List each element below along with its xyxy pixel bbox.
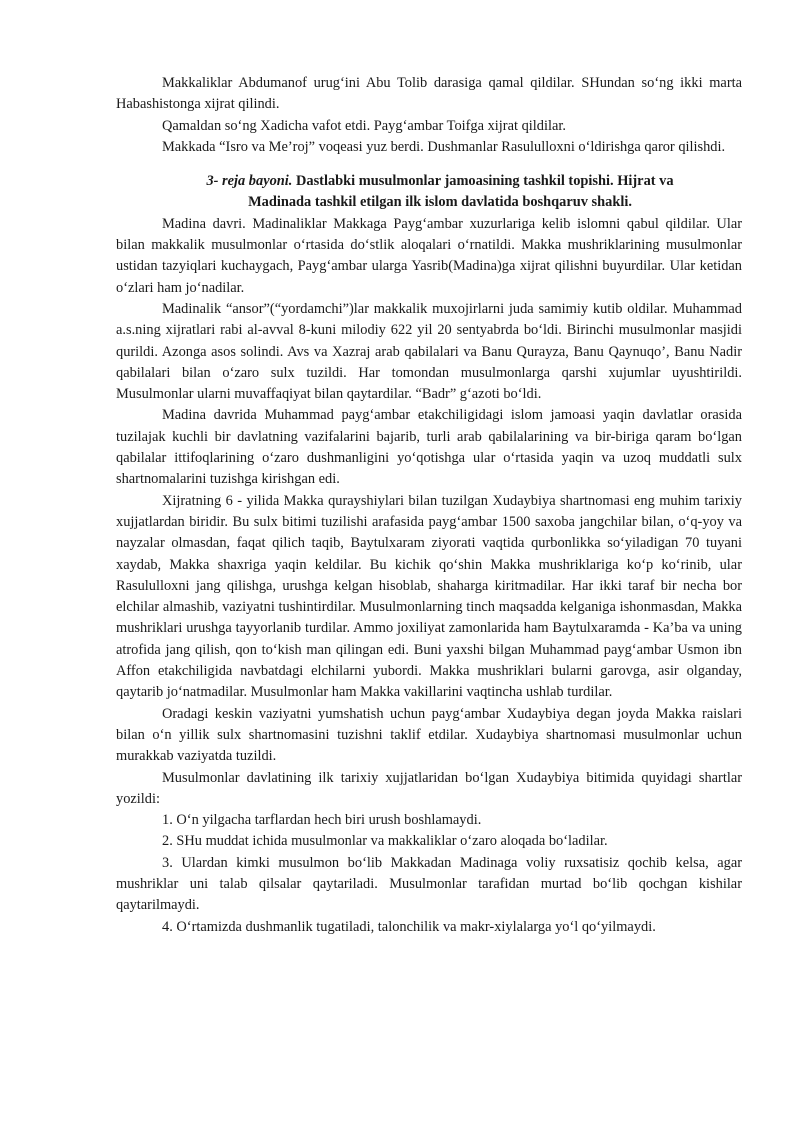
heading-label: 3- reja bayoni. <box>206 173 293 190</box>
body-paragraph: Madina davrida Muhammad payg‘ambar etakchiligidagi islom jamoasi yaqin davlatlar orasida tuzilajak kuchli bir davlatning vazifalarini bajarib, turli arab qabilalarining va bir-biriga qaram bo‘lgan qabilalar ittifoqlarining o‘zaro dushmanligini yo‘qotishga ular o‘rtasida yaqin va uzoq muddatli sulx shartnomalarini tuzishga kirishgan edi. <box>116 407 742 488</box>
body-paragraph: Madina davri. Madinaliklar Makkaga Payg‘ambar xuzurlariga kelib islomni qabul qildilar. Ular bilan makkalik musulmonlar o‘rtasida do‘stlik aloqalari o‘rnatildi. Makka mushriklarining musulmonlar ustidan tazyiqlari kuchaygach, Payg‘ambar ularga Yasrib(Madina)ga xijrat qilishni buyurdilar. Ular ketidan o‘zlari ham jo‘nadilar. <box>116 215 742 296</box>
list-item: 2. SHu muddat ichida musulmonlar va makkaliklar o‘zaro aloqada bo‘ladilar. <box>162 833 608 850</box>
list-item: 4. O‘rtamizda dushmanlik tugatiladi, talonchilik va makr-xiylalarga yo‘l qo‘yilmaydi. <box>162 918 656 935</box>
intro-paragraph: Makkada “Isro va Me’roj” voqeasi yuz berdi. Dushmanlar Rasululloxni o‘ldirishga qaror qilishdi. <box>162 138 726 155</box>
body-paragraph: Musulmonlar davlatining ilk tarixiy xujjatlaridan bo‘lgan Xudaybiya bitimida quyidagi shartlar yozildi: <box>116 769 742 807</box>
body-paragraph: Xijratning 6 - yilida Makka qurayshiylari bilan tuzilgan Xudaybiya shartnomasi eng muhim tarixiy xujjatlardan biridir. Bu sulx bitimi tuzilishi arafasida payg‘ambar 1500 saxoba jangchilar bilan, o‘q-yoy va nayzalar olmasdan, faqat qilich taqib, Baytulxaram ziyorati vaqtida qurbonlikka so‘yiladigan 70 tuyani xaydab, Makka shaxriga yaqin keldilar. Bu kichik qo‘shin Makka mushriklariga ko‘p ko‘rinib, ular Rasululloxni jang qilishga, urushga kelgan hisoblab, shaharga kiritmadilar. Har ikki taraf bir necha bor elchilar almashib, vaziyatni tushintirdilar. Musulmonlarning tinch maqsadda kelganiga ishonmasdan, Makka mushriklari urushga tayyorlanib turdilar. Ammo joxiliyat zamonlarida ham Baytulxaramda - Ka’ba va uning atrofida jang qilish, qon to‘kish man qilingan edi. Buni yaxshi bilgan Muhammad payg‘ambar Usmon ibn Affon etakchiligida navbatdagi elchilarni yubordi. Makka mushriklari bularni garovga, asir olganday, qaytarib jo‘natmadilar. Musulmonlar ham Makka vakillarini vaqtincha ushlab turdilar. <box>116 492 742 701</box>
intro-paragraph: Qamaldan so‘ng Xadicha vafot etdi. Payg‘ambar Toifga xijrat qildilar. <box>162 117 566 134</box>
document-page <box>116 73 742 938</box>
section-heading <box>116 171 742 214</box>
heading-line-2: Madinada tashkil etilgan ilk islom davlatida boshqaruv shakli. <box>248 194 632 211</box>
body-paragraph: Oradagi keskin vaziyatni yumshatish uchun payg‘ambar Xudaybiya degan joyda Makka raislari bilan o‘n yillik sulx shartnomasini tuzishni taklif etdilar. Xudaybiya shartnomasi musulmonlar uchun murakkab vaziyatda tuzildi. <box>116 705 742 765</box>
intro-paragraph: Makkaliklar Abdumanof urug‘ini Abu Tolib darasiga qamal qildilar. SHundan so‘ng ikki marta Habashistonga xijrat qilindi. <box>116 75 742 113</box>
heading-line-1: Dastlabki musulmonlar jamoasining tashkil topishi. Hijrat va <box>295 173 674 190</box>
list-item: 1. O‘n yilgacha tarflardan hech biri urush boshlamaydi. <box>162 812 482 829</box>
body-paragraph: Madinalik “ansor”(“yordamchi”)lar makkalik muxojirlarni juda samimiy kutib oldilar. Muhammad a.s.ning xijratlari rabi al-avval 8-kuni milodiy 622 yil 20 sentyabrda bo‘ldi. Birinchi musulmonlar masjidi qurildi. Azonga asos solindi. Avs va Xazraj arab qabilalari va Banu Qurayza, Banu Qaynuqo’, Banu Nadir qabilalari bilan o‘zaro sulx tuzildi. Har tomondan musulmonlarga qarshi xujumlar uyushtirildi. Musulmonlar ularni muvaffaqiyat bilan qaytardilar. “Badr” g‘azoti bo‘ldi. <box>116 300 742 403</box>
list-item: 3. Ulardan kimki musulmon bo‘lib Makkadan Madinaga voliy ruxsatisiz qochib kelsa, agar mushriklar uni talab qilsalar qaytariladi. Musulmonlar tarafidan murtad bo‘lib qochgan kishilar qaytarilmaydi. <box>116 854 742 914</box>
